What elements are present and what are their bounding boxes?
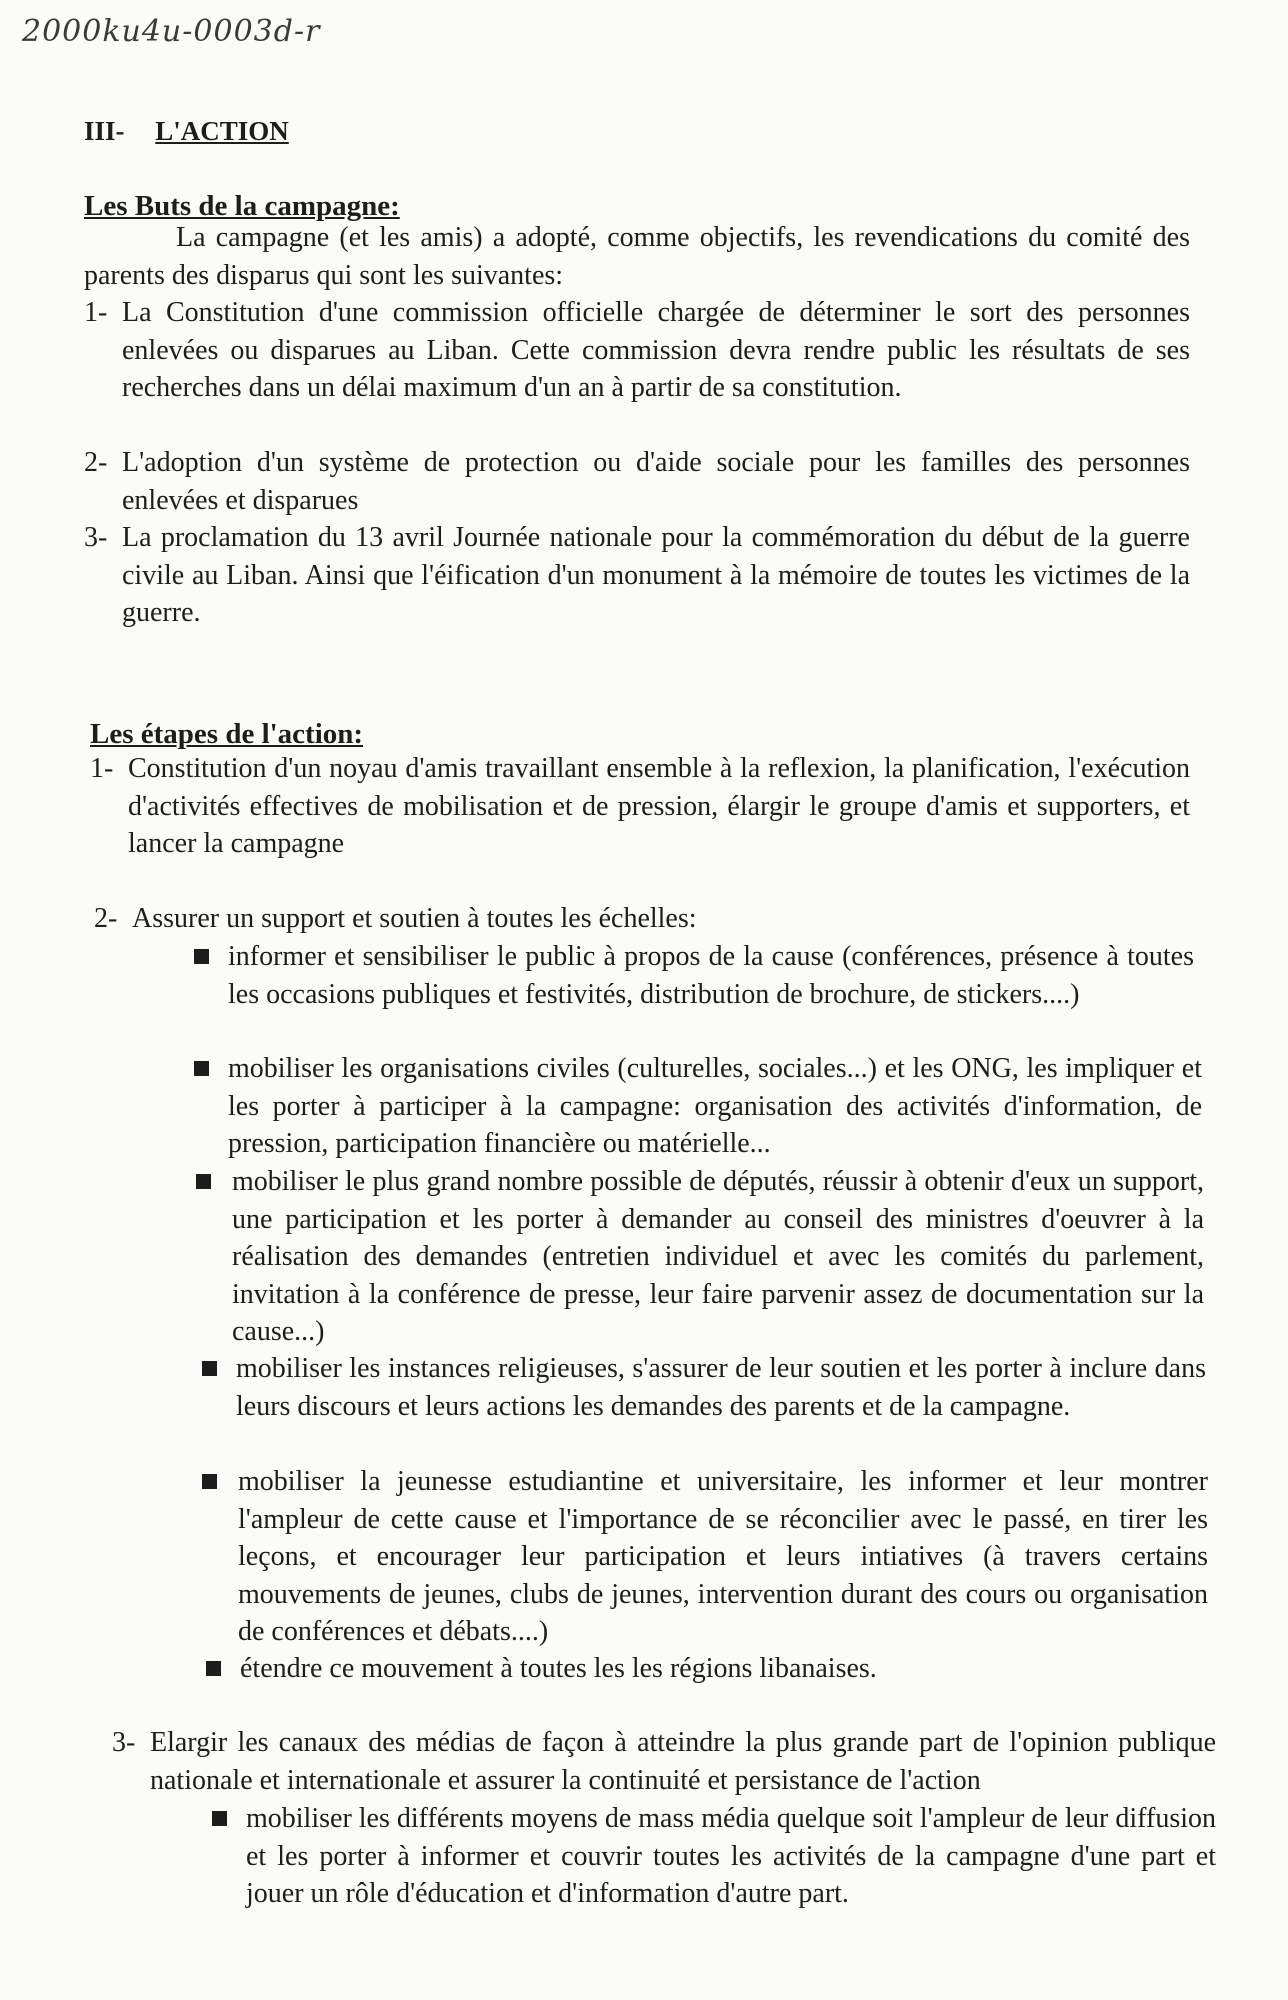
step-text: Elargir les canaux des médias de façon à atteindre la plus grande part de l'opinion publique nationale et internationale et assurer la continuité et persistance de l'action [150,1727,1216,1796]
goal-text: La proclamation du 13 avril Journée nationale pour la commémoration du début de la guerre civile au Liban. Ainsi que l'éification d'un monument à la mémoire de toutes les victimes de la guerre. [122,522,1190,628]
square-bullet-icon [196,1174,211,1189]
bullet-text: étendre ce mouvement à toutes les les régions libanaises. [240,1653,877,1684]
step-number: 1- [90,753,114,784]
square-bullet-icon [206,1661,221,1676]
section-heading [84,116,289,147]
step2-bullet-4 [202,1350,1206,1425]
goal-text: L'adoption d'un système de protection ou d'aide sociale pour les familles des personnes enlevées et disparues [122,447,1190,516]
square-bullet-icon [194,1061,209,1076]
goal-number: 3- [84,522,108,553]
goal-number: 2- [84,447,108,478]
bullet-text: mobiliser les instances religieuses, s'assurer de leur soutien et les porter à inclure dans leurs discours et leurs actions les demandes des parents et de la campagne. [236,1353,1206,1422]
square-bullet-icon [202,1361,217,1376]
square-bullet-icon [202,1474,217,1489]
step-text: Constitution d'un noyau d'amis travaillant ensemble à la reflexion, la planification, l'exécution d'activités effectives de mobilisation et de pression, élargir le groupe d'amis et supporters, et lancer la campagne [128,753,1190,859]
step-number: 2- [94,903,118,934]
step-item-3 [112,1724,1216,1799]
goal-text: La Constitution d'une commission officielle chargée de déterminer le sort des personnes enlevées ou disparues au Liban. Cette commission devra rendre public les résultats de ses recherches dans un délai maximum d'un an à partir de sa constitution. [122,297,1190,403]
heading-number: III- [84,116,125,146]
step2-bullet-5 [202,1463,1208,1651]
step-item-2 [94,900,1194,938]
step-number: 3- [112,1727,136,1758]
square-bullet-icon [194,949,209,964]
bullet-text: informer et sensibiliser le public à propos de la cause (conférences, présence à toutes les occasions publiques et festivités, distribution de brochure, de stickers....) [228,941,1194,1010]
step3-bullet-1 [212,1800,1216,1913]
bullet-text: mobiliser la jeunesse estudiantine et universitaire, les informer et leur montrer l'ampleur de cette cause et l'importance de se réconcilier avec le passé, en tirer les leçons, et encourager leur participation et leurs intiatives (à travers certains mouvements de jeunes, clubs de jeunes, intervention durant des cours ou organisation de conférences et débats....) [238,1466,1208,1647]
step2-bullet-3 [196,1163,1204,1351]
steps-title: Les étapes de l'action: [90,718,364,750]
goal-number: 1- [84,297,108,328]
goals-intro: La campagne (et les amis) a adopté, comme objectifs, les revendications du comité des parents des disparus qui sont les suivantes: [84,222,1190,291]
step-text: Assurer un support et soutien à toutes les échelles: [132,903,697,934]
step2-bullet-1 [194,938,1194,1013]
heading-title: L'ACTION [155,116,289,146]
goals-title: Les Buts de la campagne: [84,190,400,222]
bullet-text: mobiliser les différents moyens de mass média quelque soit l'ampleur de leur diffusion et les porter à informer et couvrir toutes les activités de la campagne d'une part et jouer un rôle d'éducation et d'information d'autre part. [246,1803,1216,1909]
goal-item-1 [84,294,1190,407]
goal-item-3 [84,519,1190,632]
step2-bullet-6 [206,1650,1210,1688]
square-bullet-icon [212,1811,227,1826]
goal-item-2 [84,444,1190,519]
step2-bullet-2 [194,1050,1202,1163]
handwritten-annotation: 2000ku4u-0003d-r [22,14,321,49]
bullet-text: mobiliser le plus grand nombre possible de députés, réussir à obtenir d'eux un support, une participation et les porter à demander au conseil des ministres d'oeuvrer à la réalisation des demandes (entretien individuel et avec les comités du parlement, invitation à la conférence de presse, leur faire parvenir assez de documentation sur la cause...) [232,1166,1204,1347]
step-item-1 [90,750,1190,863]
bullet-text: mobiliser les organisations civiles (culturelles, sociales...) et les ONG, les impliquer et les porter à participer à la campagne: organisation des activités d'information, de pression, participation financière ou matérielle... [228,1053,1202,1159]
